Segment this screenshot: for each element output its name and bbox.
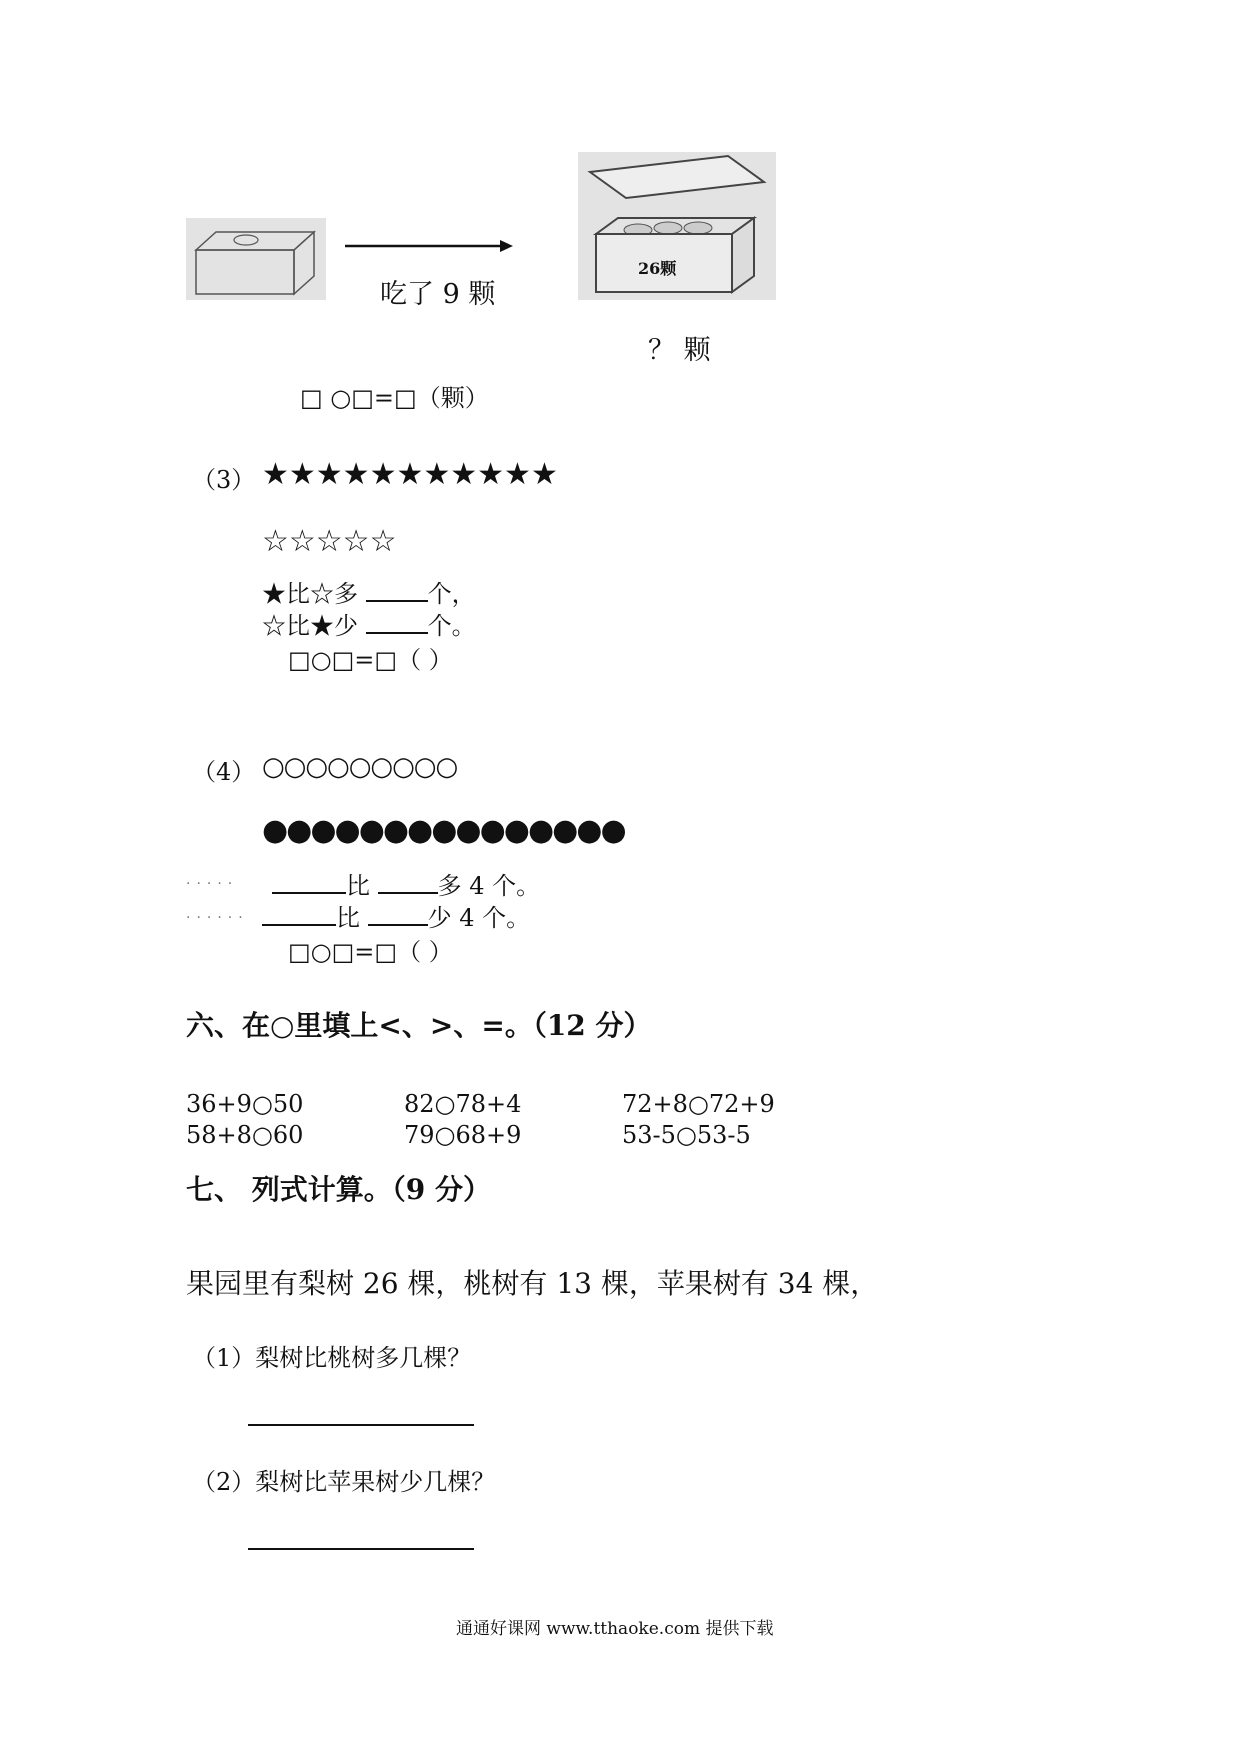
equation: □○□=□（ ）: [288, 938, 453, 966]
line-text: ☆比★少: [262, 612, 366, 640]
comparison-item[interactable]: 79○68+9: [404, 1121, 522, 1149]
comparison-item[interactable]: 72+8○72+9: [622, 1090, 775, 1118]
line-text: 多 4 个。: [437, 872, 541, 900]
question-1: （1）梨树比桃树多几棵？: [192, 1344, 472, 1372]
answer-line[interactable]: [248, 1424, 474, 1426]
problem-number: （4）: [192, 758, 256, 786]
line-text: 比: [336, 904, 368, 932]
comparison-item[interactable]: 53-5○53-5: [622, 1121, 751, 1149]
answer-blank[interactable]: [262, 902, 336, 926]
comparison-line-1: [262, 574, 476, 609]
answer-blank[interactable]: [272, 870, 346, 894]
footer-text: 通通好课网 www.tthaoke.com 提供下载: [456, 1619, 774, 1639]
small-box-image: [186, 218, 326, 300]
arrow-label: 吃了 9 颗: [380, 279, 496, 310]
black-stars: ★★★★★★★★★★★: [262, 457, 558, 492]
section-title: 六、在○里填上<、>、=。（12 分）: [186, 1009, 652, 1042]
comparison-item[interactable]: 82○78+4: [404, 1090, 522, 1118]
word-problem-intro: 果园里有梨树 26 棵，桃树有 13 棵，苹果树有 34 棵，: [186, 1267, 879, 1300]
answer-blank[interactable]: [368, 902, 428, 926]
dotted-marks: ·····: [186, 876, 239, 892]
question-label: ？ 颗: [648, 335, 711, 366]
white-circles: ○○○○○○○○○: [262, 752, 458, 782]
comparison-line-2: [262, 606, 476, 641]
box-count-label: 26颗: [638, 259, 677, 278]
section-title: 七、 列式计算。（9 分）: [186, 1173, 491, 1206]
equation: □○□=□（ ）: [288, 646, 453, 674]
problem-number: （3）: [192, 466, 256, 494]
answer-line[interactable]: [248, 1548, 474, 1550]
comparison-line-1: [272, 866, 540, 901]
answer-blank[interactable]: [366, 578, 428, 602]
line-text: 少 4 个。: [427, 904, 531, 932]
white-stars: ☆☆☆☆☆: [262, 524, 397, 559]
dotted-marks: ······: [186, 910, 249, 926]
arrow: [345, 238, 515, 257]
comparison-item[interactable]: 58+8○60: [186, 1121, 304, 1149]
line-text: 个。: [427, 612, 476, 640]
line-text: ★比☆多: [262, 580, 366, 608]
comparison-item[interactable]: 36+9○50: [186, 1090, 304, 1118]
comparison-line-2: [262, 898, 530, 933]
line-text: 个，: [427, 580, 476, 608]
answer-blank[interactable]: [378, 870, 438, 894]
answer-blank[interactable]: [366, 610, 428, 634]
equation: □ ○□=□（颗）: [300, 384, 489, 412]
line-text: 比: [346, 872, 378, 900]
black-circles: ●●●●●●●●●●●●●●●: [262, 813, 625, 848]
big-box-image: [578, 152, 776, 300]
question-2: （2）梨树比苹果树少几棵？: [192, 1468, 496, 1496]
